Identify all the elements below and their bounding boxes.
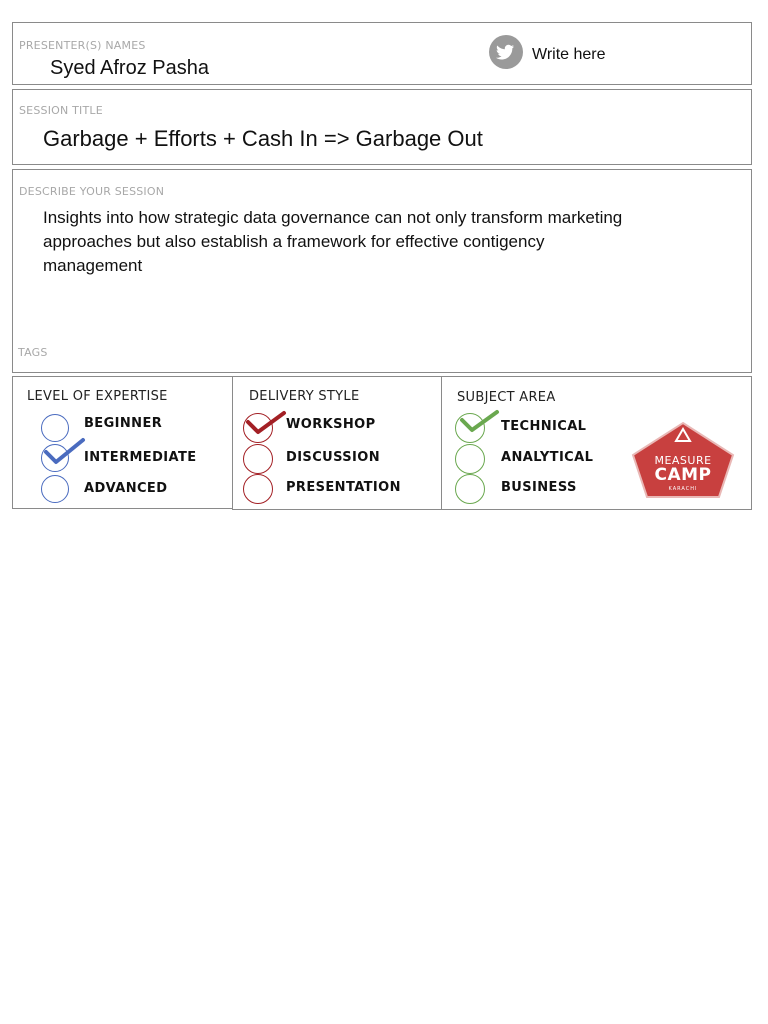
business-radio[interactable]: [455, 474, 485, 504]
business-label: BUSINESS: [501, 480, 577, 495]
beginner-label: BEGINNER: [84, 416, 163, 431]
tags-label: TAGS: [18, 346, 48, 359]
analytical-label: ANALYTICAL: [501, 450, 594, 465]
subject-header: SUBJECT AREA: [457, 390, 556, 405]
logo-line1: MEASURE: [654, 454, 712, 467]
check-icon: [459, 409, 503, 437]
presenter-section: [12, 22, 752, 85]
session-title-value[interactable]: Garbage + Efforts + Cash In => Garbage Out: [43, 126, 483, 151]
advanced-label: ADVANCED: [84, 481, 168, 496]
session-title-label: SESSION TITLE: [19, 104, 103, 117]
delivery-section: [232, 376, 442, 510]
intermediate-label: INTERMEDIATE: [84, 450, 197, 465]
presentation-radio[interactable]: [243, 474, 273, 504]
session-description-label: DESCRIBE YOUR SESSION: [19, 185, 165, 198]
expertise-header: LEVEL OF EXPERTISE: [27, 389, 168, 404]
workshop-label: WORKSHOP: [286, 417, 376, 432]
discussion-radio[interactable]: [243, 444, 273, 474]
measure-camp-logo: [629, 421, 737, 499]
session-description-section: [12, 169, 752, 373]
delivery-header: DELIVERY STYLE: [249, 389, 360, 404]
expertise-section: [12, 376, 233, 509]
check-icon: [245, 410, 289, 438]
presenter-label: PRESENTER(S) NAMES: [19, 39, 146, 52]
presenter-name[interactable]: Syed Afroz Pasha: [50, 57, 209, 79]
logo-line3: KARACHI: [668, 486, 698, 492]
advanced-radio[interactable]: [41, 475, 69, 503]
analytical-radio[interactable]: [455, 444, 485, 474]
twitter-bird-icon: [489, 35, 523, 69]
technical-label: TECHNICAL: [501, 419, 587, 434]
presentation-label: PRESENTATION: [286, 480, 401, 495]
check-icon: [43, 437, 87, 467]
session-title-section: [12, 89, 752, 165]
discussion-label: DISCUSSION: [286, 450, 380, 465]
logo-line2: CAMP: [654, 465, 712, 485]
twitter-handle[interactable]: Write here: [532, 46, 606, 63]
subject-section: [441, 376, 752, 510]
session-description-value[interactable]: Insights into how strategic data governance can not only transform marketing approaches but also establish a framework for effective contigency management: [43, 208, 623, 275]
